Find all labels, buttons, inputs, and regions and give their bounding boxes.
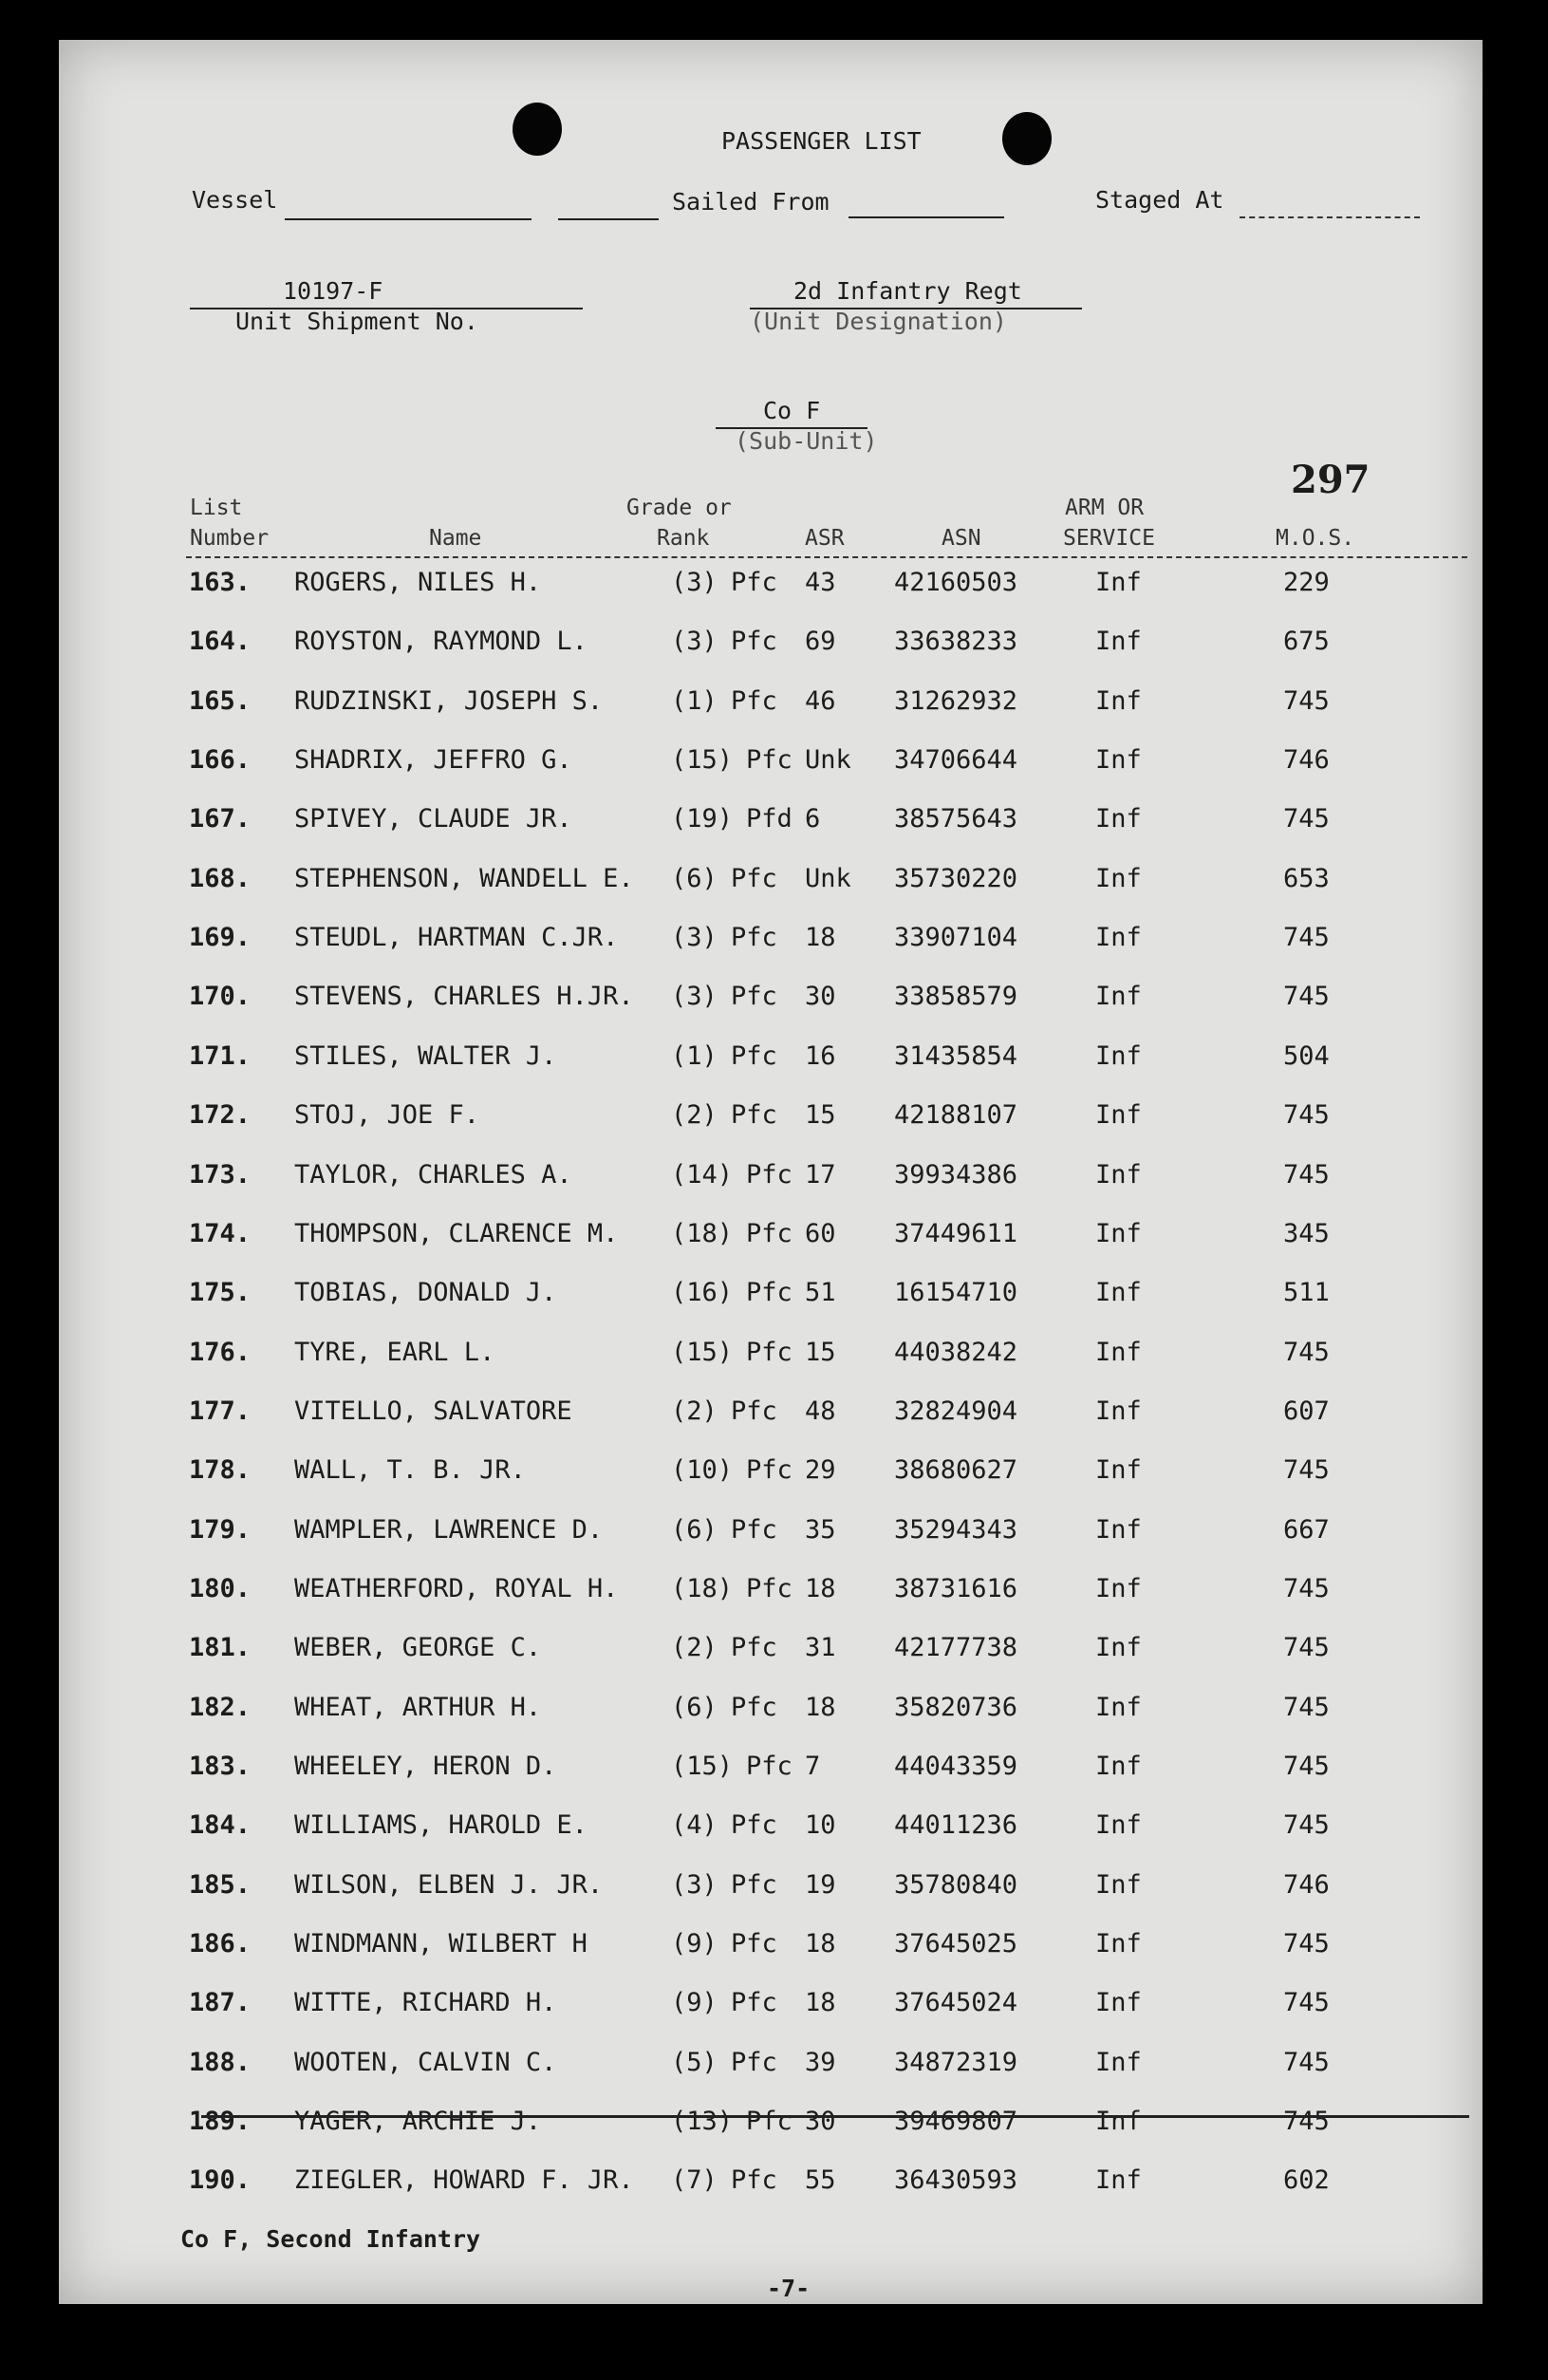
row-rank: Pfc xyxy=(746,1159,793,1190)
row-grade: (15) xyxy=(671,1752,734,1781)
row-arm-service: Inf xyxy=(1095,1455,1142,1486)
row-rank: Pfc xyxy=(731,1692,777,1722)
row-asr: 48 xyxy=(805,1396,836,1426)
row-grade: (15) xyxy=(671,745,734,776)
row-asr: 18 xyxy=(805,1573,836,1603)
row-asn: 37645024 xyxy=(894,1988,1018,2018)
row-grade: (15) xyxy=(671,1337,734,1367)
row-asn: 31262932 xyxy=(894,685,1018,716)
row-asn: 42177738 xyxy=(894,1633,1018,1663)
row-arm-service: Inf xyxy=(1095,1337,1142,1367)
row-asr: 16 xyxy=(805,1040,836,1071)
row-asr: 18 xyxy=(805,1929,836,1959)
table-row xyxy=(59,1810,1483,1848)
table-row xyxy=(59,745,1483,783)
row-rank: Pfc xyxy=(731,568,777,597)
table-row xyxy=(59,686,1483,724)
unit-shipment-no: 10197-F xyxy=(283,277,383,305)
row-rank: Pfc xyxy=(731,1929,777,1959)
row-name: TAYLOR, CHARLES A. xyxy=(294,1159,572,1190)
row-list-number: 179. xyxy=(189,1514,252,1545)
row-asn: 34706644 xyxy=(894,745,1018,776)
table-row xyxy=(59,1574,1483,1612)
row-mos: 745 xyxy=(1283,2107,1330,2137)
row-asn: 36430593 xyxy=(894,2165,1018,2196)
row-asr: Unk xyxy=(805,863,851,893)
row-arm-service: Inf xyxy=(1095,863,1142,893)
row-name: STEVENS, CHARLES H.JR. xyxy=(294,982,634,1012)
vessel-label: Vessel xyxy=(192,186,278,214)
row-list-number: 184. xyxy=(189,1810,252,1841)
row-asn: 33907104 xyxy=(894,923,1018,953)
row-name: WILLIAMS, HAROLD E. xyxy=(294,1810,587,1841)
row-name: WHEAT, ARTHUR H. xyxy=(294,1692,542,1722)
table-row xyxy=(59,1455,1483,1493)
row-asn: 44011236 xyxy=(894,1810,1018,1841)
row-asr: 39 xyxy=(805,2047,836,2077)
row-rank: Pfd xyxy=(746,804,793,834)
table-row xyxy=(59,627,1483,665)
row-mos: 667 xyxy=(1283,1514,1330,1545)
row-asr: 30 xyxy=(805,2107,836,2137)
row-grade: (7) xyxy=(671,2165,718,2196)
row-asr: 15 xyxy=(805,1337,836,1367)
row-name: SHADRIX, JEFFRO G. xyxy=(294,745,572,776)
vessel-line xyxy=(285,218,532,220)
row-arm-service: Inf xyxy=(1095,1752,1142,1781)
row-list-number: 180. xyxy=(189,1573,252,1603)
row-name: RUDZINSKI, JOSEPH S. xyxy=(294,685,604,716)
row-list-number: 190. xyxy=(189,2165,252,2196)
row-asr: 30 xyxy=(805,982,836,1012)
table-row xyxy=(59,1929,1483,1967)
row-grade: (5) xyxy=(671,2047,718,2077)
row-asr: 18 xyxy=(805,923,836,953)
row-grade: (18) xyxy=(671,1218,734,1248)
row-grade: (4) xyxy=(671,1810,718,1841)
row-list-number: 168. xyxy=(189,863,252,893)
row-asr: 17 xyxy=(805,1159,836,1190)
sub-unit-label: (Sub-Unit) xyxy=(735,427,878,455)
unit-designation: 2d Infantry Regt xyxy=(793,277,1022,305)
col-asr: ASR xyxy=(805,526,845,551)
row-arm-service: Inf xyxy=(1095,1040,1142,1071)
row-mos: 653 xyxy=(1283,863,1330,893)
row-grade: (16) xyxy=(671,1278,734,1308)
row-rank: Pfc xyxy=(731,2047,777,2077)
row-rank: Pfc xyxy=(731,982,777,1012)
row-list-number: 173. xyxy=(189,1159,252,1190)
row-list-number: 163. xyxy=(189,568,252,597)
row-arm-service: Inf xyxy=(1095,1514,1142,1545)
row-name: WINDMANN, WILBERT H xyxy=(294,1929,587,1959)
row-list-number: 178. xyxy=(189,1455,252,1486)
table-row xyxy=(59,1396,1483,1434)
row-list-number: 187. xyxy=(189,1988,252,2018)
row-list-number: 185. xyxy=(189,1869,252,1900)
row-asr: 43 xyxy=(805,568,836,597)
row-asr: 60 xyxy=(805,1218,836,1248)
vessel-line-2 xyxy=(558,218,659,220)
row-mos: 745 xyxy=(1283,1692,1330,1722)
row-mos: 745 xyxy=(1283,685,1330,716)
row-arm-service: Inf xyxy=(1095,1396,1142,1426)
sub-unit: Co F xyxy=(763,397,821,424)
col-arm-2: SERVICE xyxy=(1063,526,1155,551)
row-mos: 745 xyxy=(1283,982,1330,1012)
row-rank: Pfc xyxy=(731,1100,777,1131)
row-name: TYRE, EARL L. xyxy=(294,1337,495,1367)
row-asr: 10 xyxy=(805,1810,836,1841)
table-row xyxy=(59,1988,1483,2026)
row-grade: (1) xyxy=(671,1040,718,1071)
row-asr: 31 xyxy=(805,1633,836,1663)
row-rank: Pfc xyxy=(731,627,777,657)
row-name: ROGERS, NILES H. xyxy=(294,568,542,597)
staged-at-label: Staged At xyxy=(1095,186,1224,214)
row-arm-service: Inf xyxy=(1095,923,1142,953)
punch-hole-left xyxy=(513,103,562,156)
row-name: ROYSTON, RAYMOND L. xyxy=(294,627,587,657)
row-arm-service: Inf xyxy=(1095,804,1142,834)
table-row xyxy=(59,982,1483,1020)
row-asr: 7 xyxy=(805,1752,821,1781)
row-grade: (6) xyxy=(671,863,718,893)
unit-designation-label: (Unit Designation) xyxy=(750,308,1007,335)
col-mos: M.O.S. xyxy=(1276,526,1355,551)
sailed-from-label: Sailed From xyxy=(672,188,830,216)
row-rank: Pfc xyxy=(746,1752,793,1781)
row-rank: Pfc xyxy=(731,1633,777,1663)
row-grade: (9) xyxy=(671,1988,718,2018)
row-mos: 745 xyxy=(1283,1159,1330,1190)
row-list-number: 177. xyxy=(189,1396,252,1426)
row-list-number: 167. xyxy=(189,804,252,834)
row-name: TOBIAS, DONALD J. xyxy=(294,1278,557,1308)
footer-unit-note: Co F, Second Infantry xyxy=(180,2225,481,2253)
row-rank: Pfc xyxy=(731,1869,777,1900)
row-list-number: 166. xyxy=(189,745,252,776)
row-rank: Pfc xyxy=(746,745,793,776)
row-rank: Pfc xyxy=(746,1455,793,1486)
row-grade: (1) xyxy=(671,685,718,716)
row-asn: 38680627 xyxy=(894,1455,1018,1486)
col-list-number-1: List xyxy=(190,496,243,520)
row-asn: 35820736 xyxy=(894,1692,1018,1722)
row-rank: Pfc xyxy=(731,2165,777,2196)
row-arm-service: Inf xyxy=(1095,2165,1142,2196)
page-stamp-number: 297 xyxy=(1291,458,1371,502)
row-grade: (3) xyxy=(671,568,718,597)
row-grade: (6) xyxy=(671,1692,718,1722)
row-rank: Pfc xyxy=(746,2107,793,2137)
row-list-number: 164. xyxy=(189,627,252,657)
row-grade: (18) xyxy=(671,1573,734,1603)
table-row xyxy=(59,1041,1483,1079)
row-rank: Pfc xyxy=(731,1810,777,1841)
row-asr: 15 xyxy=(805,1100,836,1131)
table-row xyxy=(59,1278,1483,1316)
row-mos: 745 xyxy=(1283,1929,1330,1959)
row-arm-service: Inf xyxy=(1095,1633,1142,1663)
row-list-number: 176. xyxy=(189,1337,252,1367)
header-rule xyxy=(186,556,1467,558)
row-asn: 38731616 xyxy=(894,1573,1018,1603)
row-mos: 745 xyxy=(1283,1810,1330,1841)
row-rank: Pfc xyxy=(746,1337,793,1367)
table-row xyxy=(59,923,1483,961)
row-asn: 39934386 xyxy=(894,1159,1018,1190)
row-asn: 35294343 xyxy=(894,1514,1018,1545)
row-mos: 745 xyxy=(1283,923,1330,953)
row-mos: 745 xyxy=(1283,2047,1330,2077)
row-rank: Pfc xyxy=(746,1218,793,1248)
row-mos: 607 xyxy=(1283,1396,1330,1426)
row-rank: Pfc xyxy=(746,1573,793,1603)
sailed-from-line xyxy=(849,216,1004,218)
row-arm-service: Inf xyxy=(1095,1810,1142,1841)
table-row xyxy=(59,2107,1483,2145)
table-row xyxy=(59,1870,1483,1908)
col-asn: ASN xyxy=(942,526,981,551)
row-list-number: 172. xyxy=(189,1100,252,1131)
row-mos: 345 xyxy=(1283,1218,1330,1248)
row-arm-service: Inf xyxy=(1095,1988,1142,2018)
table-row xyxy=(59,2165,1483,2203)
row-arm-service: Inf xyxy=(1095,1869,1142,1900)
row-asr: 18 xyxy=(805,1988,836,2018)
row-grade: (3) xyxy=(671,923,718,953)
row-grade: (14) xyxy=(671,1159,734,1190)
table-row xyxy=(59,1633,1483,1671)
row-arm-service: Inf xyxy=(1095,1159,1142,1190)
row-grade: (3) xyxy=(671,1869,718,1900)
row-rank: Pfc xyxy=(731,1988,777,2018)
row-mos: 745 xyxy=(1283,804,1330,834)
row-grade: (6) xyxy=(671,1514,718,1545)
row-name: SPIVEY, CLAUDE JR. xyxy=(294,804,572,834)
row-arm-service: Inf xyxy=(1095,982,1142,1012)
row-rank: Pfc xyxy=(731,1040,777,1071)
row-arm-service: Inf xyxy=(1095,568,1142,597)
row-arm-service: Inf xyxy=(1095,2047,1142,2077)
row-list-number: 186. xyxy=(189,1929,252,1959)
footer-page-number: -7- xyxy=(767,2275,811,2302)
row-name: WHEELEY, HERON D. xyxy=(294,1752,557,1781)
row-name: STILES, WALTER J. xyxy=(294,1040,557,1071)
row-asn: 32824904 xyxy=(894,1396,1018,1426)
row-name: ZIEGLER, HOWARD F. JR. xyxy=(294,2165,634,2196)
row-list-number: 181. xyxy=(189,1633,252,1663)
row-grade: (19) xyxy=(671,804,734,834)
row-asr: 51 xyxy=(805,1278,836,1308)
row-list-number: 182. xyxy=(189,1692,252,1722)
row-grade: (13) xyxy=(671,2107,734,2137)
row-asn: 33638233 xyxy=(894,627,1018,657)
row-mos: 745 xyxy=(1283,1988,1330,2018)
col-list-number-2: Number xyxy=(190,526,270,551)
row-asn: 39469807 xyxy=(894,2107,1018,2137)
row-asr: 19 xyxy=(805,1869,836,1900)
row-mos: 745 xyxy=(1283,1337,1330,1367)
table-row xyxy=(59,804,1483,842)
row-name: WEBER, GEORGE C. xyxy=(294,1633,542,1663)
row-list-number: 188. xyxy=(189,2047,252,2077)
row-asr: 69 xyxy=(805,627,836,657)
row-name: STOJ, JOE F. xyxy=(294,1100,480,1131)
row-mos: 745 xyxy=(1283,1573,1330,1603)
row-asn: 44043359 xyxy=(894,1752,1018,1781)
row-name: WILSON, ELBEN J. JR. xyxy=(294,1869,604,1900)
row-grade: (2) xyxy=(671,1633,718,1663)
row-mos: 745 xyxy=(1283,1455,1330,1486)
unit-shipment-label: Unit Shipment No. xyxy=(235,308,478,335)
row-rank: Pfc xyxy=(731,923,777,953)
row-arm-service: Inf xyxy=(1095,1218,1142,1248)
col-grade-1: Grade or xyxy=(626,496,732,520)
row-asn: 42188107 xyxy=(894,1100,1018,1131)
row-list-number: 165. xyxy=(189,685,252,716)
table-row xyxy=(59,568,1483,606)
table-row xyxy=(59,1693,1483,1731)
row-list-number: 183. xyxy=(189,1752,252,1781)
row-rank: Pfc xyxy=(731,863,777,893)
row-name: STEPHENSON, WANDELL E. xyxy=(294,863,634,893)
col-grade-2: Rank xyxy=(657,526,710,551)
row-asn: 34872319 xyxy=(894,2047,1018,2077)
row-grade: (2) xyxy=(671,1100,718,1131)
row-name: WITTE, RICHARD H. xyxy=(294,1988,557,2018)
row-rank: Pfc xyxy=(731,1396,777,1426)
row-grade: (9) xyxy=(671,1929,718,1959)
row-mos: 602 xyxy=(1283,2165,1330,2196)
row-mos: 746 xyxy=(1283,1869,1330,1900)
row-arm-service: Inf xyxy=(1095,745,1142,776)
row-asr: 6 xyxy=(805,804,821,834)
row-name: THOMPSON, CLARENCE M. xyxy=(294,1218,619,1248)
col-arm-1: ARM OR xyxy=(1065,496,1145,520)
row-rank: Pfc xyxy=(731,685,777,716)
row-arm-service: Inf xyxy=(1095,1929,1142,1959)
staged-at-line xyxy=(1240,216,1420,218)
row-mos: 746 xyxy=(1283,745,1330,776)
row-name: WALL, T. B. JR. xyxy=(294,1455,526,1486)
row-mos: 745 xyxy=(1283,1100,1330,1131)
row-asr: Unk xyxy=(805,745,851,776)
row-mos: 511 xyxy=(1283,1278,1330,1308)
row-grade: (2) xyxy=(671,1396,718,1426)
row-asn: 38575643 xyxy=(894,804,1018,834)
row-rank: Pfc xyxy=(731,1514,777,1545)
row-asn: 37645025 xyxy=(894,1929,1018,1959)
punch-hole-right xyxy=(1002,112,1052,165)
row-arm-service: Inf xyxy=(1095,1573,1142,1603)
row-asn: 35730220 xyxy=(894,863,1018,893)
row-mos: 504 xyxy=(1283,1040,1330,1071)
row-arm-service: Inf xyxy=(1095,627,1142,657)
row-mos: 745 xyxy=(1283,1752,1330,1781)
row-name: YAGER, ARCHIE J. xyxy=(294,2107,542,2137)
row-asn: 42160503 xyxy=(894,568,1018,597)
row-asn: 33858579 xyxy=(894,982,1018,1012)
table-row xyxy=(59,1752,1483,1790)
row-arm-service: Inf xyxy=(1095,1278,1142,1308)
row-asr: 18 xyxy=(805,1692,836,1722)
row-arm-service: Inf xyxy=(1095,1692,1142,1722)
table-row xyxy=(59,864,1483,902)
row-asr: 29 xyxy=(805,1455,836,1486)
table-row xyxy=(59,1219,1483,1257)
row-mos: 675 xyxy=(1283,627,1330,657)
row-name: WEATHERFORD, ROYAL H. xyxy=(294,1573,619,1603)
row-list-number: 170. xyxy=(189,982,252,1012)
row-arm-service: Inf xyxy=(1095,1100,1142,1131)
row-arm-service: Inf xyxy=(1095,685,1142,716)
table-row xyxy=(59,1160,1483,1198)
table-row xyxy=(59,1100,1483,1138)
row-asn: 44038242 xyxy=(894,1337,1018,1367)
row-mos: 745 xyxy=(1283,1633,1330,1663)
row-asn: 31435854 xyxy=(894,1040,1018,1071)
table-row xyxy=(59,2048,1483,2086)
row-list-number: 189. xyxy=(189,2107,252,2137)
row-list-number: 174. xyxy=(189,1218,252,1248)
table-row xyxy=(59,1338,1483,1376)
row-name: VITELLO, SALVATORE xyxy=(294,1396,572,1426)
row-list-number: 175. xyxy=(189,1278,252,1308)
row-name: STEUDL, HARTMAN C.JR. xyxy=(294,923,619,953)
col-name: Name xyxy=(429,526,482,551)
table-row xyxy=(59,1515,1483,1553)
row-arm-service: Inf xyxy=(1095,2107,1142,2137)
row-asn: 37449611 xyxy=(894,1218,1018,1248)
row-asr: 46 xyxy=(805,685,836,716)
row-mos: 229 xyxy=(1283,568,1330,597)
row-list-number: 169. xyxy=(189,923,252,953)
row-asr: 35 xyxy=(805,1514,836,1545)
row-name: WAMPLER, LAWRENCE D. xyxy=(294,1514,604,1545)
row-list-number: 171. xyxy=(189,1040,252,1071)
row-asn: 16154710 xyxy=(894,1278,1018,1308)
row-grade: (3) xyxy=(671,627,718,657)
document-title: PASSENGER LIST xyxy=(721,127,922,155)
document-page xyxy=(59,40,1483,2304)
row-asr: 55 xyxy=(805,2165,836,2196)
strike-line xyxy=(201,2115,1469,2118)
row-grade: (3) xyxy=(671,982,718,1012)
row-grade: (10) xyxy=(671,1455,734,1486)
row-name: WOOTEN, CALVIN C. xyxy=(294,2047,557,2077)
row-asn: 35780840 xyxy=(894,1869,1018,1900)
row-rank: Pfc xyxy=(746,1278,793,1308)
